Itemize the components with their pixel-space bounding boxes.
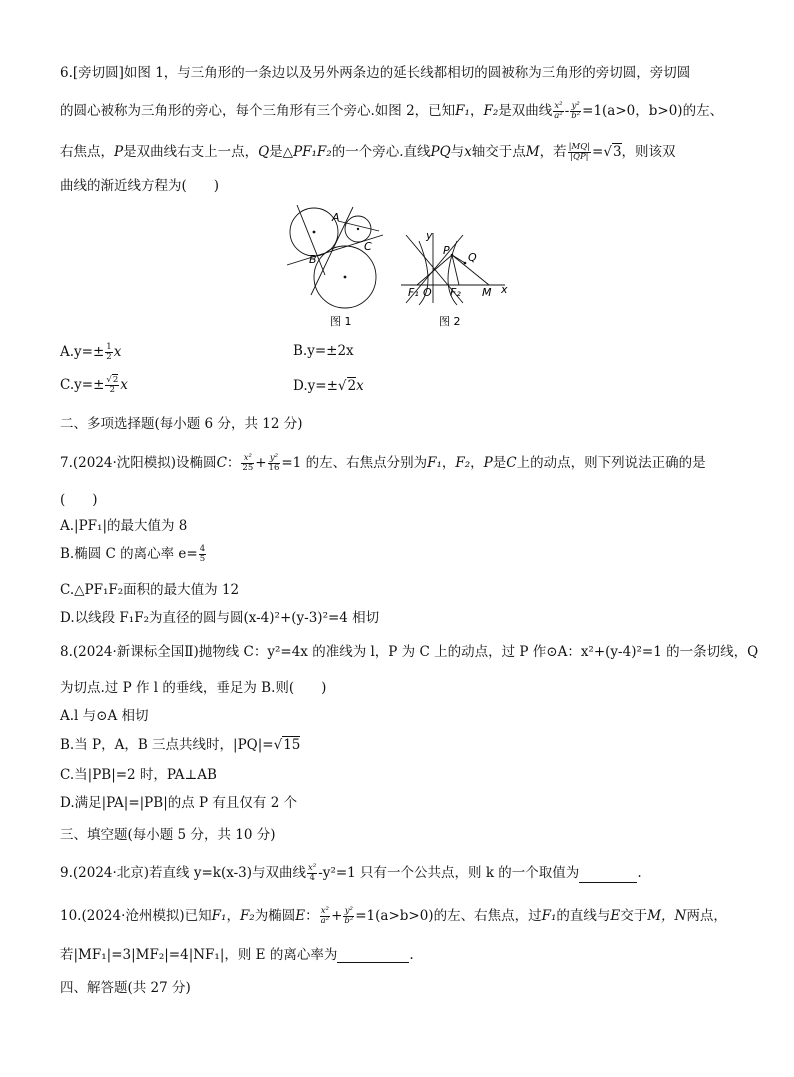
q8-line1: 8.(2024·新课标全国Ⅱ)抛物线 C：y²=4x 的准线为 l，P 为 C 上的动点，过 P 作⊙A：x²+(y-4)²=1 的一条切线，Q <box>60 644 759 660</box>
fig2-label-f1: F₁ <box>408 286 419 299</box>
q10-line1: 10.(2024·沧州模拟)已知F₁，F₂为椭圆E： $\frac{\text{x²}}{\text{a²}}$ + $\frac{\text{y²}}{\text{b²}}$ =1(a>b>0)的左、右焦点，过F₁的直线与E交于M，N两点， <box>60 906 727 926</box>
q8-option-b[interactable]: B.当 P，A，B 三点共线时，|PQ|=√15 <box>60 737 301 753</box>
fig2-label-f2: F₂ <box>450 286 461 299</box>
q8-option-c[interactable]: C.当|PB|=2 时，PA⊥AB <box>60 767 217 783</box>
fig2-label-m: M <box>482 286 492 299</box>
figure-2-caption: 图 2 <box>439 315 461 328</box>
q9-line: 9.(2024·北京)若直线 y=k(x-3)与双曲线 $\frac{\text{x²}}{4}$ -y²=1 只有一个公共点，则 k 的一个取值为 . <box>60 863 642 883</box>
fig1-label-c: C <box>364 240 372 253</box>
q7-option-d[interactable]: D.以线段 F₁F₂为直径的圆与圆(x-4)²+(y-3)²=4 相切 <box>60 610 380 626</box>
fig2-label-o: O <box>423 286 432 299</box>
fig2-label-q: Q <box>468 251 477 264</box>
q8-line2: 为切点.过 P 作 l 的垂线，垂足为 B.则( ) <box>60 680 327 696</box>
section-3-heading: 三、填空题(每小题 5 分，共 10 分) <box>60 827 276 843</box>
q6-line2: 的圆心被称为三角形的旁心，每个三角形有三个旁心.如图 2，已知F₁，F₂是双曲线 $\frac{\text{x²}}{\text{a²}}$ - $\frac{\text{y²}}{\text{b²}}$ =1(a>0，b>0)的左、 <box>60 101 724 121</box>
q6-line4: 曲线的渐近线方程为( ) <box>60 178 220 194</box>
ratio-fraction: $\frac{|MQ|}{|QP|}$ <box>568 142 591 162</box>
q7-option-c[interactable]: C.△PF₁F₂面积的最大值为 12 <box>60 582 240 598</box>
section-4-heading: 四、解答题(共 27 分) <box>60 980 191 996</box>
figure-1-caption: 图 1 <box>330 315 352 328</box>
fig2-label-p: P <box>443 244 450 257</box>
q6-line1: 6.[旁切圆]如图 1，与三角形的一条边以及另外两条边的延长线都相切的圆被称为三角形的旁切圆，旁切圆 <box>60 65 691 81</box>
hyperbola-y-fraction: $\frac{\text{y²}}{\text{b²}}$ <box>571 101 581 121</box>
q8-option-d[interactable]: D.满足|PA|=|PB|的点 P 有且仅有 2 个 <box>60 795 298 811</box>
q7-line1: 7.(2024·沈阳模拟)设椭圆C： $\frac{\text{x²}}{25}$ + $\frac{\text{y²}}{16}$ =1 的左、右焦点分别为F₁，F₂，P是C上的动点，则下列说法正确的是 <box>60 453 706 473</box>
q6-option-a[interactable]: A.y=± $\frac{1}{2}$ x <box>60 342 122 362</box>
fig1-label-a: A <box>332 211 340 224</box>
q8-option-a[interactable]: A.l 与⊙A 相切 <box>60 708 149 724</box>
q10-line2: 若|MF₁|=3|MF₂|=4|NF₁|，则 E 的离心率为 . <box>60 947 414 963</box>
q9-answer-blank[interactable] <box>579 870 637 883</box>
hyperbola-x-fraction: $\frac{\text{x²}}{\text{a²}}$ <box>554 101 563 121</box>
q6-option-d[interactable]: D.y=±√2x <box>293 378 364 394</box>
q10-answer-blank[interactable] <box>337 950 409 963</box>
fig2-label-x: x <box>501 283 508 296</box>
q6-line3: 右焦点，P是双曲线右支上一点，Q是△PF₁F₂的一个旁心.直线PQ与x轴交于点M，若 $\frac{|MQ|}{|QP|}$ =√3，则该双 <box>60 142 676 162</box>
section-2-heading: 二、多项选择题(每小题 6 分，共 12 分) <box>60 416 303 432</box>
q7-line2: ( ) <box>60 492 98 508</box>
fig1-label-b: B <box>309 253 317 266</box>
q7-option-a[interactable]: A.|PF₁|的最大值为 8 <box>60 518 188 534</box>
q6-figures <box>283 205 523 330</box>
q6-option-b[interactable]: B.y=±2x <box>293 343 354 359</box>
fig2-label-y: y <box>426 229 433 242</box>
q7-option-b[interactable]: B.椭圆 C 的离心率 e= $\frac{4}{5}$ <box>60 544 206 564</box>
q6-option-c[interactable]: C.y=± $\frac{√2}{2}$ x <box>60 375 128 395</box>
excircle-hyperbola-figures <box>283 205 523 330</box>
